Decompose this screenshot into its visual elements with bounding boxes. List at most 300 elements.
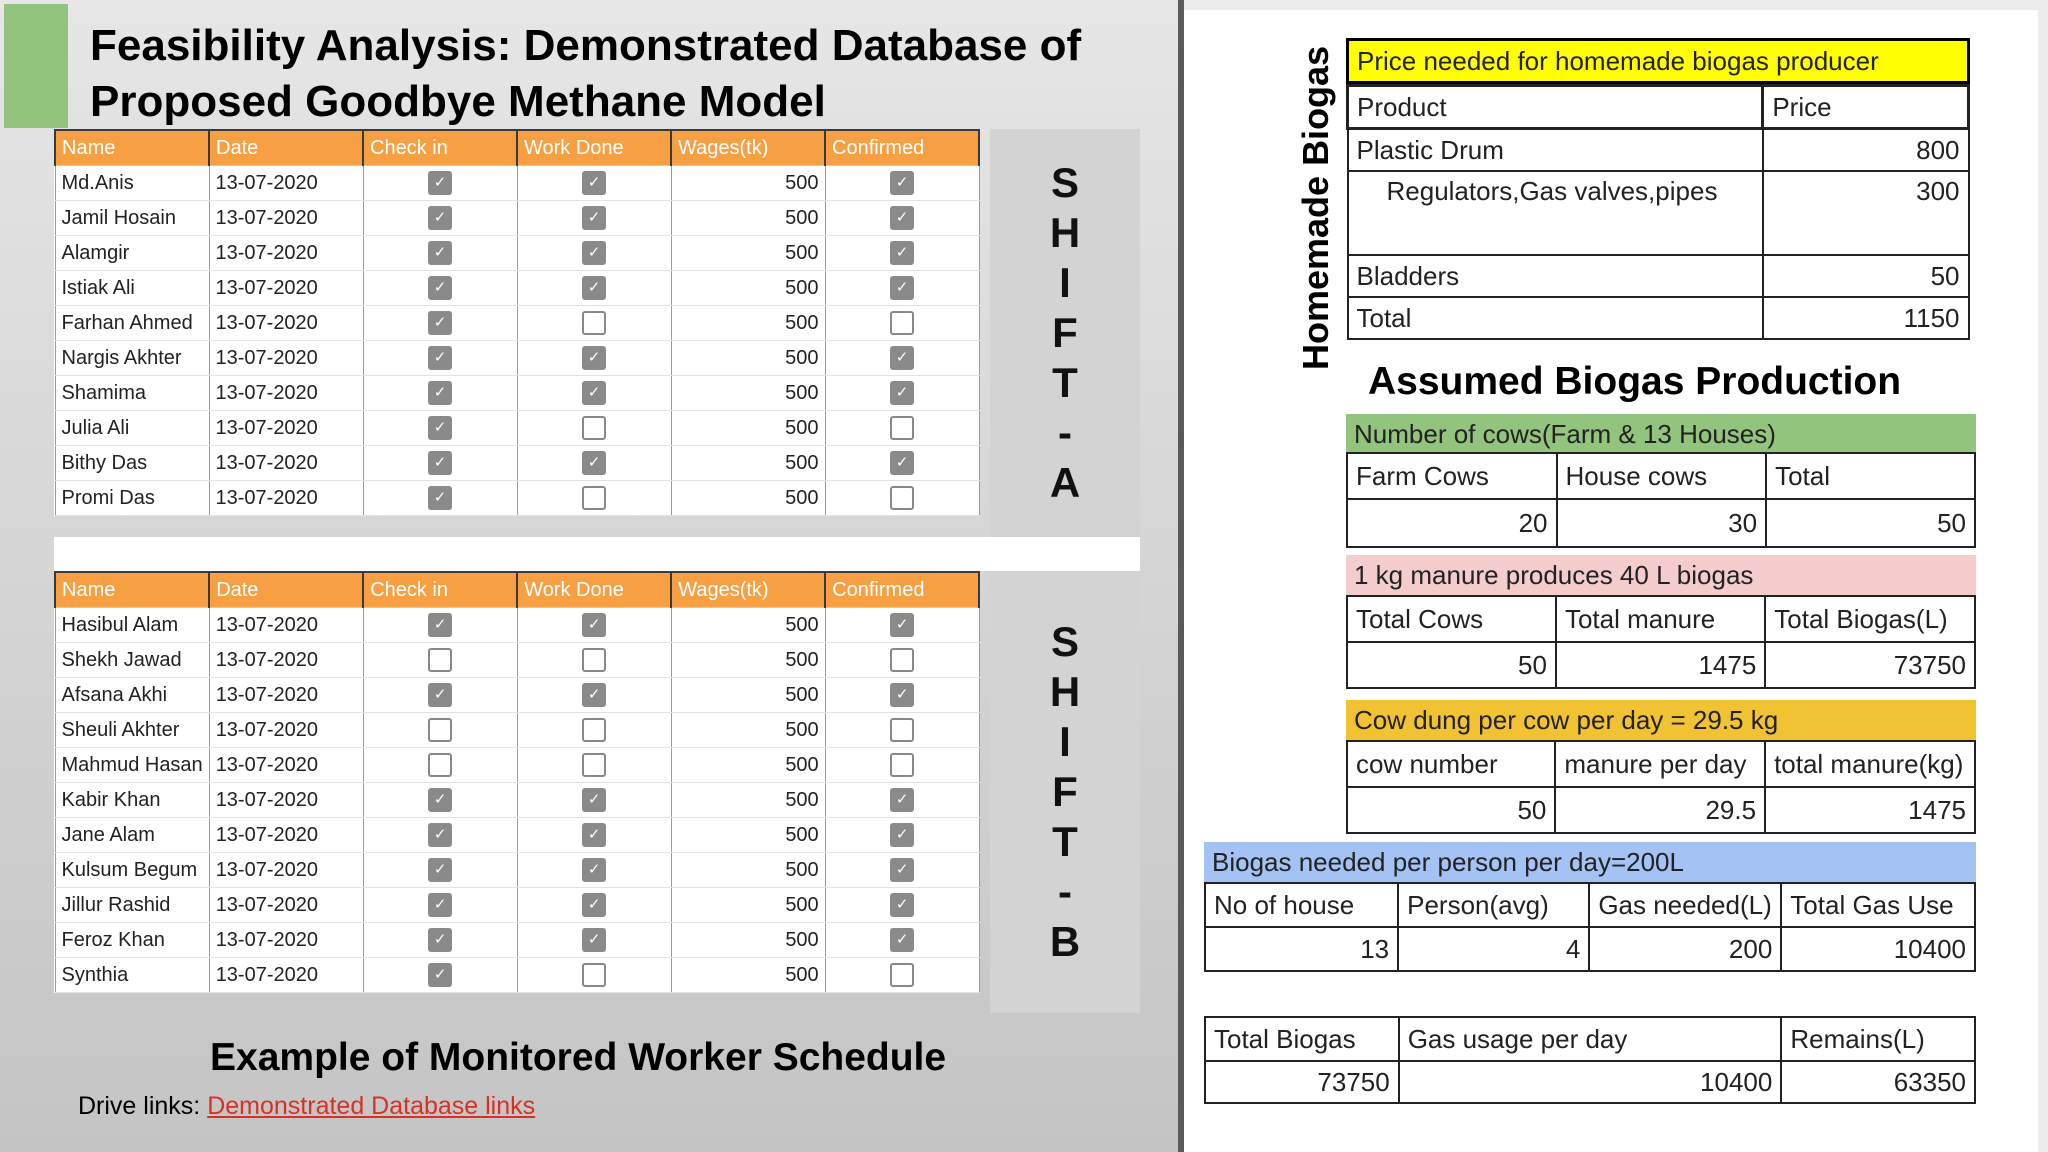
check-in-cell	[363, 713, 517, 748]
work-date: 13-07-2020	[209, 376, 363, 411]
check-in-cell	[363, 643, 517, 678]
worker-name: Jane Alam	[55, 818, 209, 853]
summary-value-row	[1205, 1061, 1975, 1103]
table-row	[55, 853, 979, 888]
col-header-name: Name	[55, 130, 209, 166]
checkbox-checked[interactable]: ✓	[428, 241, 452, 265]
cows-header-total: Total	[1766, 453, 1975, 499]
wages-value: 500	[671, 643, 825, 678]
col-header-check-in: Check in	[363, 130, 517, 166]
wages-value: 500	[671, 166, 825, 201]
summary-header-row	[1205, 1017, 1975, 1061]
work-date: 13-07-2020	[209, 236, 363, 271]
check-in-cell	[363, 411, 517, 446]
page-title: Feasibility Analysis: Demonstrated Database of Proposed Goodbye Methane Model	[90, 21, 1082, 126]
work-done-cell	[517, 236, 671, 271]
price-product: Bladders	[1348, 255, 1763, 297]
price-value: 800	[1763, 129, 1969, 172]
dung-value-row	[1347, 787, 1975, 833]
wages-value: 500	[671, 271, 825, 306]
checkbox-checked[interactable]: ✓	[582, 613, 606, 637]
wages-value: 500	[671, 411, 825, 446]
checkbox-unchecked[interactable]	[582, 416, 606, 440]
work-date: 13-07-2020	[209, 306, 363, 341]
need-header-persons: Person(avg)	[1398, 883, 1589, 927]
checkbox-checked[interactable]: ✓	[890, 788, 914, 812]
price-product	[1348, 171, 1763, 255]
shift-label-letter: S	[1050, 159, 1079, 206]
table-row	[55, 713, 979, 748]
worker-name: Hasibul Alam	[55, 608, 209, 643]
manure-header-total-manure: Total manure	[1556, 596, 1765, 642]
shift-label-letter: S	[1050, 618, 1079, 665]
work-date: 13-07-2020	[209, 643, 363, 678]
table-row	[55, 888, 979, 923]
cows-house-value: 30	[1557, 499, 1767, 547]
work-date: 13-07-2020	[209, 748, 363, 783]
check-in-cell	[363, 818, 517, 853]
need-header-gas-needed: Gas needed(L)	[1589, 883, 1781, 927]
checkbox-checked[interactable]: ✓	[890, 928, 914, 952]
checkbox-unchecked[interactable]	[582, 718, 606, 742]
checkbox-unchecked[interactable]	[890, 648, 914, 672]
dung-cow-number-value: 50	[1347, 787, 1555, 833]
work-done-cell	[517, 818, 671, 853]
manure-table	[1346, 595, 1976, 689]
homemade-price-table	[1346, 84, 1970, 340]
work-date: 13-07-2020	[209, 411, 363, 446]
checkbox-checked[interactable]: ✓	[428, 613, 452, 637]
col-header-date: Date	[209, 130, 363, 166]
checkbox-unchecked[interactable]	[890, 416, 914, 440]
checkbox-checked[interactable]: ✓	[890, 893, 914, 917]
checkbox-unchecked[interactable]	[890, 718, 914, 742]
check-in-cell	[363, 201, 517, 236]
work-done-cell	[517, 376, 671, 411]
checkbox-unchecked[interactable]	[890, 753, 914, 777]
price-product: Total	[1348, 297, 1763, 339]
checkbox-checked[interactable]: ✓	[582, 241, 606, 265]
work-date: 13-07-2020	[209, 678, 363, 713]
dung-header-manure-per-day: manure per day	[1555, 741, 1765, 787]
confirmed-cell	[825, 166, 979, 201]
shift-b-label	[990, 571, 1140, 1013]
wages-value: 500	[671, 236, 825, 271]
checkbox-checked[interactable]: ✓	[428, 928, 452, 952]
check-in-cell	[363, 853, 517, 888]
work-done-cell	[517, 608, 671, 643]
wages-value: 500	[671, 713, 825, 748]
checkbox-checked[interactable]: ✓	[428, 171, 452, 195]
confirmed-cell	[825, 783, 979, 818]
table-row	[55, 341, 979, 376]
shift-label-letter: T	[1052, 359, 1078, 406]
wages-value: 500	[671, 376, 825, 411]
confirmed-cell	[825, 853, 979, 888]
worker-name: Promi Das	[55, 481, 209, 516]
checkbox-checked[interactable]: ✓	[582, 788, 606, 812]
work-done-cell	[517, 958, 671, 993]
wages-value: 500	[671, 446, 825, 481]
drive-links	[78, 1092, 535, 1121]
need-table	[1204, 882, 1976, 972]
checkbox-checked[interactable]: ✓	[428, 416, 452, 440]
cows-header-farm: Farm Cows	[1347, 453, 1557, 499]
confirmed-cell	[825, 678, 979, 713]
dung-banner: Cow dung per cow per day = 29.5 kg	[1346, 700, 1976, 740]
wages-value: 500	[671, 341, 825, 376]
shift-label-letter: I	[1059, 259, 1071, 306]
checkbox-unchecked[interactable]	[582, 486, 606, 510]
wages-value: 500	[671, 958, 825, 993]
table-row	[55, 446, 979, 481]
wages-value: 500	[671, 306, 825, 341]
checkbox-checked[interactable]: ✓	[428, 963, 452, 987]
checkbox-checked[interactable]: ✓	[428, 683, 452, 707]
check-in-cell	[363, 888, 517, 923]
worker-name: Istiak Ali	[55, 271, 209, 306]
table-row	[55, 411, 979, 446]
worker-name: Bithy Das	[55, 446, 209, 481]
checkbox-checked[interactable]: ✓	[428, 486, 452, 510]
worker-name: Nargis Akhter	[55, 341, 209, 376]
checkbox-checked[interactable]: ✓	[582, 206, 606, 230]
checkbox-checked[interactable]: ✓	[582, 858, 606, 882]
checkbox-checked[interactable]: ✓	[582, 893, 606, 917]
shift-label-letter: T	[1052, 818, 1078, 865]
worker-name: Mahmud Hasan	[55, 748, 209, 783]
checkbox-unchecked[interactable]	[582, 753, 606, 777]
summary-gas-usage-value: 10400	[1399, 1061, 1782, 1103]
col-header-work-done: Work Done	[517, 130, 671, 166]
shift-a-header-row	[55, 130, 979, 166]
work-done-cell	[517, 643, 671, 678]
table-row	[55, 376, 979, 411]
checkbox-checked[interactable]: ✓	[428, 346, 452, 370]
manure-value-row	[1347, 642, 1975, 688]
manure-header-cows: Total Cows	[1347, 596, 1556, 642]
checkbox-checked[interactable]: ✓	[890, 858, 914, 882]
price-header-product: Product	[1348, 86, 1763, 129]
confirmed-cell	[825, 888, 979, 923]
table-row	[55, 783, 979, 818]
confirmed-cell	[825, 376, 979, 411]
check-in-cell	[363, 271, 517, 306]
worker-name: Sheuli Akhter	[55, 713, 209, 748]
homemade-price-banner: Price needed for homemade biogas producer	[1346, 38, 1970, 84]
dung-header-total-manure: total manure(kg)	[1765, 741, 1975, 787]
manure-header-total-biogas: Total Biogas(L)	[1765, 596, 1975, 642]
work-done-cell	[517, 853, 671, 888]
table-row	[55, 748, 979, 783]
confirmed-cell	[825, 271, 979, 306]
confirmed-cell	[825, 446, 979, 481]
need-total-gas-value: 10400	[1781, 927, 1975, 971]
work-date: 13-07-2020	[209, 608, 363, 643]
shift-label-letter: H	[1049, 668, 1081, 715]
work-date: 13-07-2020	[209, 923, 363, 958]
confirmed-cell	[825, 748, 979, 783]
col-header-date: Date	[209, 572, 363, 608]
shift-label-letter: A	[1049, 459, 1081, 506]
need-banner: Biogas needed per person per day=200L	[1204, 842, 1976, 882]
checkbox-unchecked[interactable]	[582, 311, 606, 335]
price-row	[1348, 129, 1969, 172]
wages-value: 500	[671, 818, 825, 853]
work-done-cell	[517, 446, 671, 481]
check-in-cell	[363, 341, 517, 376]
worker-name: Alamgir	[55, 236, 209, 271]
cows-total-value: 50	[1766, 499, 1975, 547]
shift-a-label	[990, 129, 1140, 537]
wages-value: 500	[671, 201, 825, 236]
shift-label-letter: B	[1049, 918, 1081, 965]
worker-name: Kabir Khan	[55, 783, 209, 818]
table-row	[55, 643, 979, 678]
shift-label-letter: H	[1049, 209, 1081, 256]
col-header-confirmed: Confirmed	[825, 572, 979, 608]
check-in-cell	[363, 166, 517, 201]
checkbox-unchecked[interactable]	[428, 648, 452, 672]
table-row	[55, 958, 979, 993]
table-row	[55, 166, 979, 201]
work-date: 13-07-2020	[209, 888, 363, 923]
table-row	[55, 201, 979, 236]
check-in-cell	[363, 376, 517, 411]
work-done-cell	[517, 306, 671, 341]
manure-total-value: 1475	[1556, 642, 1765, 688]
checkbox-unchecked[interactable]	[428, 718, 452, 742]
checkbox-checked[interactable]: ✓	[428, 381, 452, 405]
checkbox-unchecked[interactable]	[582, 963, 606, 987]
checkbox-unchecked[interactable]	[890, 311, 914, 335]
checkbox-checked[interactable]: ✓	[582, 276, 606, 300]
table-row	[55, 271, 979, 306]
work-done-cell	[517, 923, 671, 958]
checkbox-unchecked[interactable]	[890, 963, 914, 987]
summary-header-total-biogas: Total Biogas	[1205, 1017, 1399, 1061]
wages-value: 500	[671, 888, 825, 923]
worker-name: Shekh Jawad	[55, 643, 209, 678]
checkbox-checked[interactable]: ✓	[890, 381, 914, 405]
table-row	[55, 678, 979, 713]
worker-name: Md.Anis	[55, 166, 209, 201]
need-gas-needed-value: 200	[1589, 927, 1781, 971]
price-header-price: Price	[1763, 86, 1969, 129]
work-done-cell	[517, 481, 671, 516]
price-product: Plastic Drum	[1348, 129, 1763, 172]
checkbox-unchecked[interactable]	[428, 753, 452, 777]
work-date: 13-07-2020	[209, 713, 363, 748]
checkbox-checked[interactable]: ✓	[890, 241, 914, 265]
production-title: Assumed Biogas Production	[1368, 360, 1902, 403]
price-product-text: Regulators,Gas valves,pipes	[1386, 176, 1718, 206]
confirmed-cell	[825, 306, 979, 341]
col-header-wages: Wages(tk)	[671, 572, 825, 608]
shift-label-letter: -	[1058, 868, 1072, 915]
wages-value: 500	[671, 608, 825, 643]
table-row	[55, 236, 979, 271]
checkbox-checked[interactable]: ✓	[428, 206, 452, 230]
wages-value: 500	[671, 853, 825, 888]
worker-name: Jillur Rashid	[55, 888, 209, 923]
checkbox-checked[interactable]: ✓	[428, 858, 452, 882]
check-in-cell	[363, 678, 517, 713]
wages-value: 500	[671, 481, 825, 516]
col-header-check-in: Check in	[363, 572, 517, 608]
cows-value-row	[1347, 499, 1975, 547]
check-in-cell	[363, 306, 517, 341]
summary-remains-value: 63350	[1781, 1061, 1975, 1103]
checkbox-checked[interactable]: ✓	[890, 346, 914, 370]
wages-value: 500	[671, 783, 825, 818]
checkbox-checked[interactable]: ✓	[428, 276, 452, 300]
col-header-name: Name	[55, 572, 209, 608]
worker-name: Feroz Khan	[55, 923, 209, 958]
worker-name: Synthia	[55, 958, 209, 993]
checkbox-unchecked[interactable]	[582, 648, 606, 672]
checkbox-checked[interactable]: ✓	[428, 893, 452, 917]
checkbox-checked[interactable]: ✓	[582, 451, 606, 475]
work-date: 13-07-2020	[209, 201, 363, 236]
checkbox-checked[interactable]: ✓	[582, 823, 606, 847]
dung-header-row	[1347, 741, 1975, 787]
dung-total-manure-value: 1475	[1765, 787, 1975, 833]
need-header-houses: No of house	[1205, 883, 1398, 927]
price-header-row	[1348, 86, 1969, 129]
confirmed-cell	[825, 958, 979, 993]
cows-banner: Number of cows(Farm & 13 Houses)	[1346, 414, 1976, 454]
checkbox-checked[interactable]: ✓	[890, 823, 914, 847]
cows-header-house: House cows	[1557, 453, 1767, 499]
confirmed-cell	[825, 411, 979, 446]
table-row	[55, 608, 979, 643]
wages-value: 500	[671, 678, 825, 713]
confirmed-cell	[825, 923, 979, 958]
check-in-cell	[363, 783, 517, 818]
work-date: 13-07-2020	[209, 958, 363, 993]
manure-biogas-value: 73750	[1765, 642, 1975, 688]
drive-link[interactable]: Demonstrated Database links	[207, 1092, 536, 1120]
worker-name: Julia Ali	[55, 411, 209, 446]
work-done-cell	[517, 678, 671, 713]
col-header-confirmed: Confirmed	[825, 130, 979, 166]
work-done-cell	[517, 713, 671, 748]
work-done-cell	[517, 411, 671, 446]
checkbox-checked[interactable]: ✓	[428, 788, 452, 812]
check-in-cell	[363, 236, 517, 271]
work-done-cell	[517, 783, 671, 818]
need-header-total-gas: Total Gas Use	[1781, 883, 1975, 927]
worker-name: Kulsum Begum	[55, 853, 209, 888]
checkbox-checked[interactable]: ✓	[890, 613, 914, 637]
need-persons-value: 4	[1398, 927, 1589, 971]
price-value: 50	[1763, 255, 1969, 297]
dung-header-cow-number: cow number	[1347, 741, 1555, 787]
checkbox-checked[interactable]: ✓	[890, 451, 914, 475]
check-in-cell	[363, 923, 517, 958]
table-row	[55, 923, 979, 958]
price-value-text: 300	[1916, 176, 1960, 206]
shift-b-header-row	[55, 572, 979, 608]
schedule-caption: Example of Monitored Worker Schedule	[210, 1036, 947, 1079]
col-header-wages: Wages(tk)	[671, 130, 825, 166]
manure-banner: 1 kg manure produces 40 L biogas	[1346, 555, 1976, 595]
checkbox-checked[interactable]: ✓	[890, 276, 914, 300]
work-date: 13-07-2020	[209, 341, 363, 376]
confirmed-cell	[825, 201, 979, 236]
work-done-cell	[517, 201, 671, 236]
work-date: 13-07-2020	[209, 818, 363, 853]
confirmed-cell	[825, 341, 979, 376]
check-in-cell	[363, 748, 517, 783]
checkbox-checked[interactable]: ✓	[582, 171, 606, 195]
summary-table	[1204, 1016, 1976, 1104]
cows-header-row	[1347, 453, 1975, 499]
checkbox-unchecked[interactable]	[890, 486, 914, 510]
manure-header-row	[1347, 596, 1975, 642]
summary-header-remains: Remains(L)	[1781, 1017, 1975, 1061]
shift-label-letter: I	[1059, 718, 1071, 765]
work-date: 13-07-2020	[209, 446, 363, 481]
cows-farm-value: 20	[1347, 499, 1557, 547]
need-header-row	[1205, 883, 1975, 927]
work-date: 13-07-2020	[209, 853, 363, 888]
worker-name: Afsana Akhi	[55, 678, 209, 713]
worker-name: Shamima	[55, 376, 209, 411]
shift-a-table	[54, 129, 980, 516]
table-row	[55, 818, 979, 853]
shift-label-letter: F	[1052, 309, 1078, 356]
checkbox-checked[interactable]: ✓	[428, 311, 452, 335]
checkbox-checked[interactable]: ✓	[890, 171, 914, 195]
checkbox-checked[interactable]: ✓	[582, 683, 606, 707]
need-houses-value: 13	[1205, 927, 1398, 971]
dung-manure-per-day-value: 29.5	[1555, 787, 1765, 833]
work-date: 13-07-2020	[209, 481, 363, 516]
shift-b-table	[54, 571, 980, 993]
checkbox-checked[interactable]: ✓	[428, 823, 452, 847]
confirmed-cell	[825, 643, 979, 678]
table-row	[55, 481, 979, 516]
confirmed-cell	[825, 236, 979, 271]
confirmed-cell	[825, 608, 979, 643]
check-in-cell	[363, 481, 517, 516]
checkbox-checked[interactable]: ✓	[428, 451, 452, 475]
price-row	[1348, 255, 1969, 297]
col-header-work-done: Work Done	[517, 572, 671, 608]
homemade-biogas-label: Homemade Biogas	[1295, 45, 1336, 370]
shift-label-letter: F	[1052, 768, 1078, 815]
work-done-cell	[517, 166, 671, 201]
checkbox-checked[interactable]: ✓	[582, 381, 606, 405]
confirmed-cell	[825, 818, 979, 853]
checkbox-checked[interactable]: ✓	[582, 346, 606, 370]
work-date: 13-07-2020	[209, 271, 363, 306]
title-accent-block	[4, 4, 68, 128]
cows-table	[1346, 452, 1976, 548]
checkbox-checked[interactable]: ✓	[890, 206, 914, 230]
manure-cows-value: 50	[1347, 642, 1556, 688]
checkbox-checked[interactable]: ✓	[582, 928, 606, 952]
shift-label-letter: -	[1058, 409, 1072, 456]
work-date: 13-07-2020	[209, 166, 363, 201]
check-in-cell	[363, 608, 517, 643]
work-done-cell	[517, 341, 671, 376]
table-spacer	[54, 537, 1140, 571]
checkbox-checked[interactable]: ✓	[890, 683, 914, 707]
work-date: 13-07-2020	[209, 783, 363, 818]
